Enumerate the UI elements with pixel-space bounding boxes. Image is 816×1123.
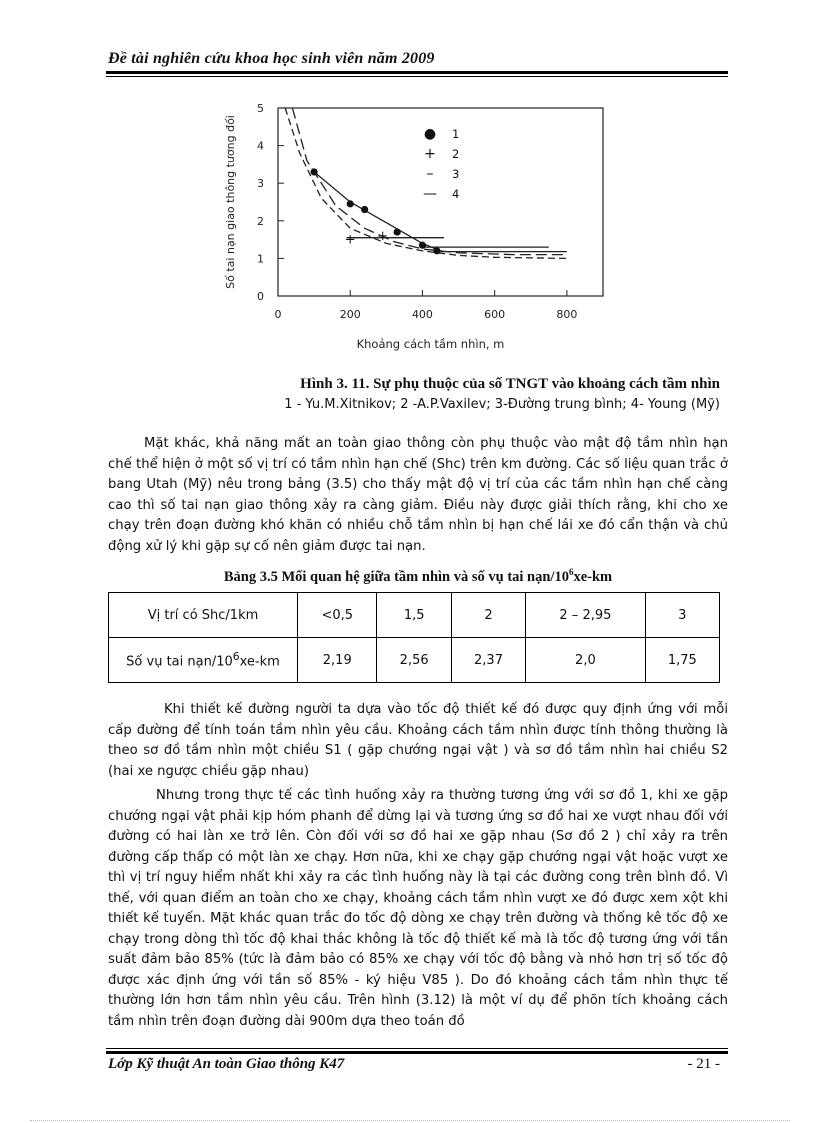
table-cell: 2,56 [377,638,451,683]
data-point-series-1 [361,206,368,213]
data-point-series-1 [347,200,354,207]
figure-caption-sources: 1 - Yu.M.Xitnikov; 2 -A.P.Vaxilev; 3-Đường trung bình; 4- Young (Mỹ) [284,397,720,412]
x-tick-label: 800 [556,308,578,321]
table-cell: 1,5 [377,593,451,638]
x-tick-label: 0 [274,308,282,321]
x-tick-label: 600 [484,308,506,321]
y-tick-label: 5 [257,102,264,115]
legend-label-2: 2 [452,147,460,161]
paragraph-visibility-density: Mặt khác, khả năng mất an toàn giao thông còn phụ thuộc vào mật độ tầm nhìn hạn chế thể hiện ở một số vị trí có tầm nhìn hạn chế (Shc) trên km đường. Các số liệu quan trắc ở bang Utah (Mỹ) nêu trong bảng (3.5) cho thấy mật độ vị trí của các tầm nhìn hạn chế càng cao thì số tai nạn giao thông xảy ra càng giảm. Điều này được giải thích rằng, khi cho xe chạy trên đoạn đường khó khăn có nhiều chỗ tầm nhìn bị hạn chế lái xe đó cẩn thận và chủ động xử lý khi gặp sự cố nên giảm được tai nạn. [108,436,728,554]
paragraph-real-situations: Nhưng trong thực tế các tình huống xảy ra thường tương ứng với sơ đồ 1, khi xe gặp chướng ngại vật phải kịp hóm phanh để dừng lại và tương ứng sơ đồ hai xe vượt nhau đối với đường có hai làn xe trở lên. Còn đối với sơ đồ hai xe gặp nhau (Sơ đồ 2 ) chỉ xảy ra trên đường cấp thấp có một làn xe chạy. Hơn nữa, khi xe chạy gặp chướng ngại vật hoặc vượt xe thì vị trí nguy hiểm nhất khi xảy ra các tình huống này là tại các đường cong trên bình đồ. Vì thế, với quan điểm an toàn cho xe chạy, khoảng cách tầm nhìn vượt xe đó được xem xột khi thiết kế tuyến. Mặt khác quan trắc đo tốc độ dòng xe chạy trên đường và thống kê tốc độ xe chạy trong dòng thì tốc độ khai thác không là tốc độ thiết kế mà là tốc độ tương ứng với tần suất đảm bảo 85% (tức là đảm bảo có 85% xe chạy với tốc độ bằng và nhỏ hơn trị số tốc độ được xác định ứng với tần số 85% - ký hiệu V85 ). Do đó khoảng cách tầm nhìn thực tế thường lớn hơn tầm nhìn yêu cầu. Trên hình (3.12) là một ví dụ để phõn tích khoảng cách tầm nhìn trên đoạn đường dài 900m dựa theo toán đồ [108,788,728,1029]
row-header-accidents-unit: xe-km [239,654,280,670]
accident-vs-sight-distance-chart [218,100,608,362]
row-header-locations: Vị trí có Shc/1km [109,593,298,638]
y-tick-label: 4 [257,139,264,153]
legend-marker-4: — [423,186,437,202]
table-cell: 2,19 [298,638,377,683]
footer-class-name: Lớp Kỹ thuật An toàn Giao thông K47 [108,1056,345,1072]
header-rule [106,71,728,74]
row-header-accidents-exponent: 6 [232,650,240,664]
y-tick-label: 1 [257,252,264,266]
legend-label-1: 1 [452,127,460,141]
table-cell: 3 [645,593,719,638]
row-header-accidents-text: Số vụ tai nạn/10 [126,654,233,670]
table-title-exponent: 6 [568,567,574,577]
table-cell: <0,5 [298,593,377,638]
table-cell: 2,0 [526,638,645,683]
legend-marker-2: + [424,146,436,162]
y-tick-label: 2 [257,214,264,228]
x-tick-label: 400 [411,308,433,321]
data-point-series-2: + [377,228,389,244]
table-cell: 1,75 [645,638,719,683]
header-rule-thin [106,76,728,77]
legend-marker-3: – [426,166,434,182]
data-point-series-1 [311,168,318,175]
data-point-series-1 [419,242,426,249]
row-header-accidents [109,638,298,683]
table-title [108,567,728,586]
data-point-series-1 [394,228,401,235]
table-cell: 2,37 [451,638,525,683]
table-title-unit: xe-km [573,568,613,585]
paragraph-design-speed: Khi thiết kế đường người ta dựa vào tốc độ thiết kế đó được quy định ứng với mỗi cấp đường để tính toán tầm nhìn yêu cầu. Khoảng cách tầm nhìn được tính thông thường là theo sơ đồ tầm nhìn một chiều S1 ( gặp chướng ngại vật ) và sơ đồ tầm nhìn hai chiều S2 (hai xe ngược chiều gặp nhau) [108,702,728,779]
legend-marker-1: ● [423,126,437,142]
legend-label-3: 3 [452,167,460,181]
figure-caption-title: Hình 3. 11. Sự phụ thuộc của số TNGT vào khoảng cách tầm nhìn [300,376,720,392]
data-point-series-2: + [344,232,356,248]
footer-rule-thin [106,1048,728,1049]
y-tick-label: 0 [257,290,264,303]
plot-frame [278,108,603,296]
visibility-accident-table [108,592,720,683]
x-tick-label: 200 [339,308,361,321]
table-cell: 2 – 2,95 [526,593,645,638]
table-title-text: Bảng 3.5 Mối quan hệ giữa tầm nhìn và số vụ tai nạn/10 [223,568,569,585]
legend-label-4: 4 [452,187,460,201]
table-row [109,593,720,638]
table-row [109,638,720,683]
data-point-series-1 [433,247,440,254]
page-bottom-border [30,1120,790,1121]
y-tick-label: 3 [257,177,264,191]
page-header-title: Đề tài nghiên cứu khoa học sinh viên năm 2009 [108,50,435,67]
x-axis-label: Khoảng cách tầm nhìn, m [356,337,505,351]
footer-rule [106,1051,728,1054]
y-axis-label: Số tai nạn giao thông tương đối [224,115,237,289]
page-number: - 21 - [687,1056,720,1072]
table-cell: 2 [451,593,525,638]
